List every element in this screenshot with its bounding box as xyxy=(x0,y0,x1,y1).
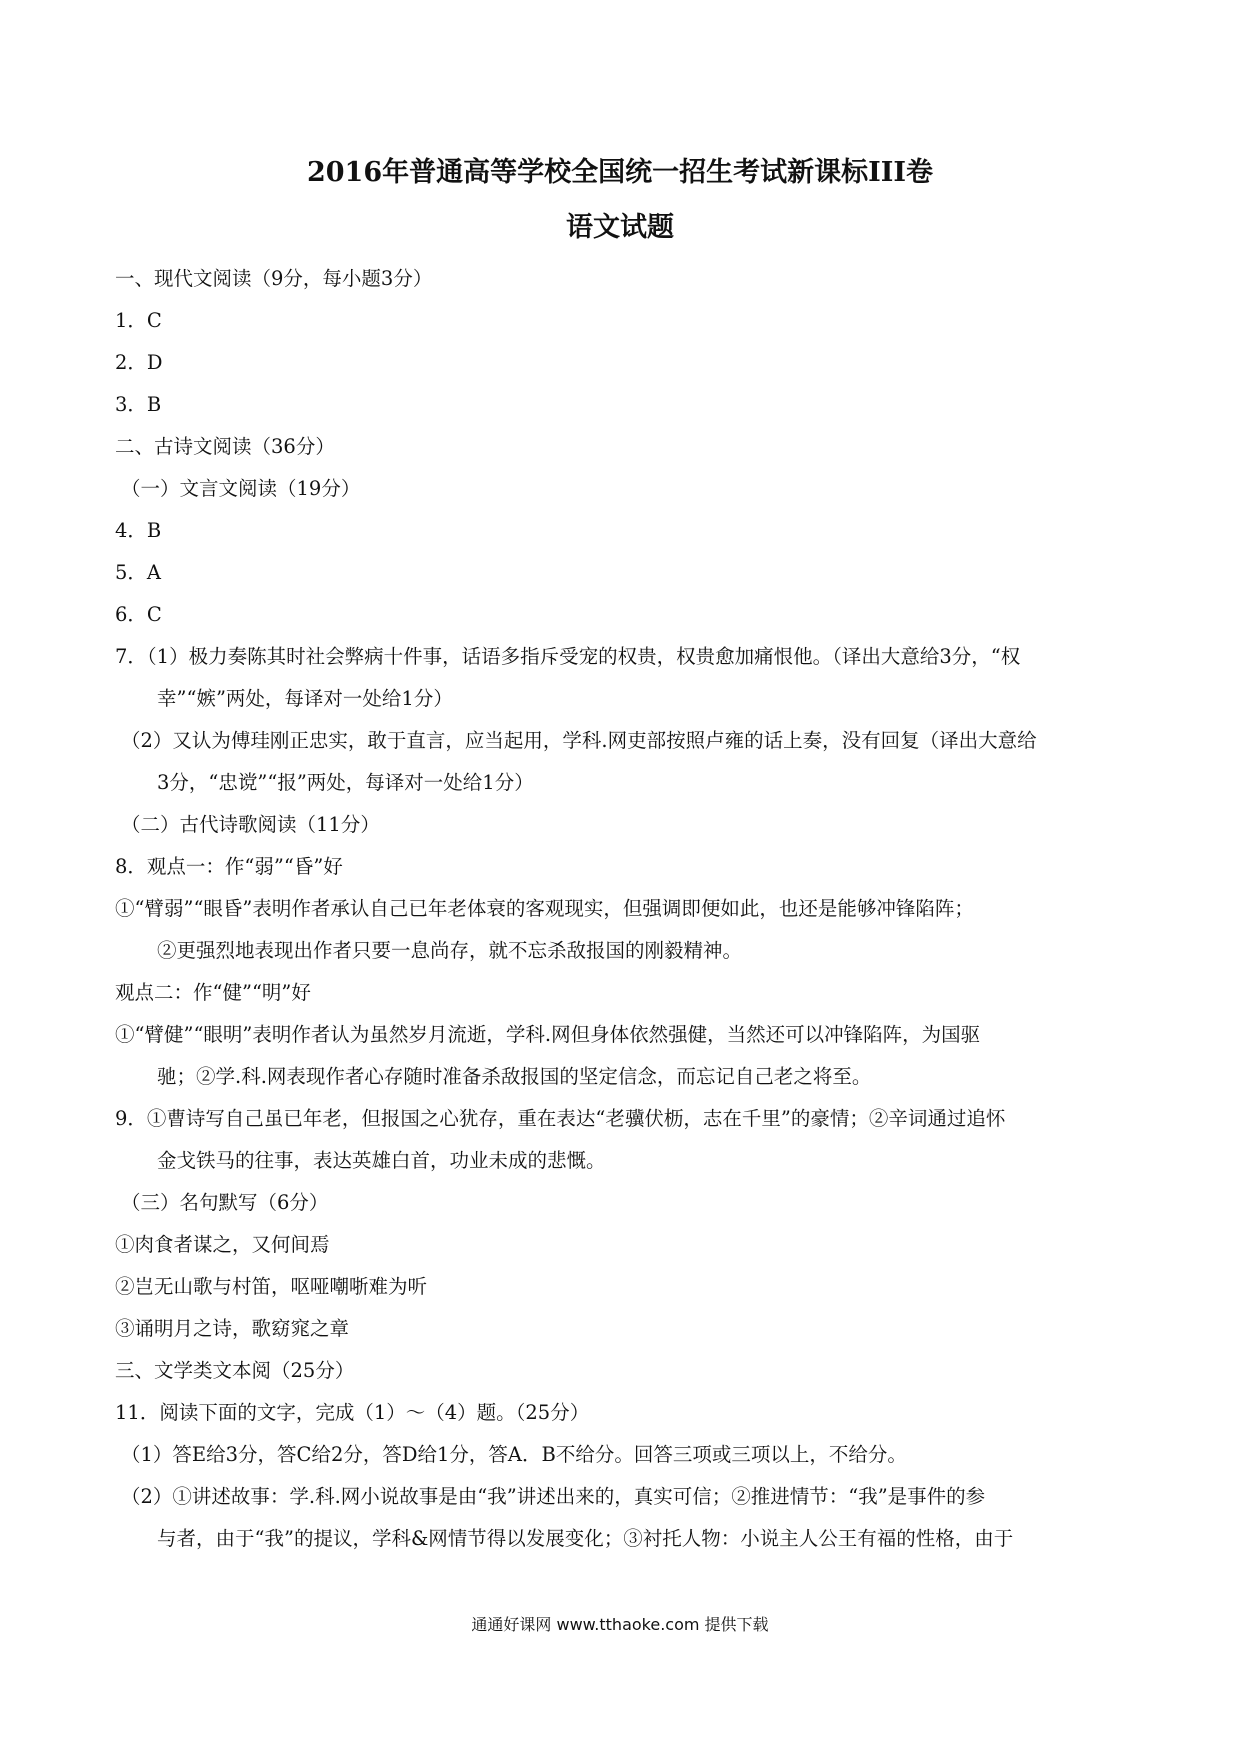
answer-line-continued: 与者，由于“我”的提议，学科&网情节得以发展变化；③衬托人物：小说主人公王有福的性格，由于 xyxy=(157,1527,1014,1550)
answer-line: ①肉食者谋之，又何间焉 xyxy=(115,1233,330,1256)
exam-title: 2016年普通高等学校全国统一招生考试新课标III卷 xyxy=(306,157,934,188)
answer-line: 8．观点一：作“弱”“昏”好 xyxy=(115,855,343,878)
section-heading: 三、文学类文本阅（25分） xyxy=(115,1359,355,1382)
answer-line-continued: 幸”“嫉”两处，每译对一处给1分） xyxy=(157,687,453,710)
answer-line: ①“臂健”“眼明”表明作者认为虽然岁月流逝，学科.网但身体依然强健，当然还可以冲锋陷阵，为国驱 xyxy=(115,1023,981,1046)
answer-line: 9．①曹诗写自己虽已年老，但报国之心犹存，重在表达“老骥伏枥，志在千里”的豪情；②辛词通过追怀 xyxy=(115,1107,1006,1130)
answer-line: 3．B xyxy=(115,393,162,416)
subsection-heading: （二）古代诗歌阅读（11分） xyxy=(121,813,380,836)
answer-line: 2．D xyxy=(115,351,163,374)
answer-line: 5．A xyxy=(115,561,161,584)
answer-line: ③诵明月之诗，歌窈窕之章 xyxy=(115,1317,350,1340)
exam-subtitle: 语文试题 xyxy=(566,212,674,243)
answer-line: ②岂无山歌与村笛，呕哑嘲哳难为听 xyxy=(115,1275,428,1298)
answer-line: 11．阅读下面的文字，完成（1）～（4）题。（25分） xyxy=(115,1401,590,1424)
answer-line-continued: 3分，“忠谠”“报”两处，每译对一处给1分） xyxy=(157,771,534,794)
answer-line: 4．B xyxy=(115,519,162,542)
answer-content xyxy=(115,258,1130,1560)
answer-line: 观点二：作“健”“明”好 xyxy=(115,981,311,1004)
answer-line-continued: 金戈铁马的往事，表达英雄白首，功业未成的悲慨。 xyxy=(157,1149,606,1172)
answer-line-continued: ②更强烈地表现出作者只要一息尚存，就不忘杀敌报国的刚毅精神。 xyxy=(157,939,743,962)
answer-line: ①“臂弱”“眼昏”表明作者承认自己已年老体衰的客观现实，但强调即便如此，也还是能够冲锋陷阵； xyxy=(115,897,974,920)
answer-line: 1．C xyxy=(115,309,162,332)
answer-line: （2）①讲述故事：学.科.网小说故事是由“我”讲述出来的，真实可信；②推进情节：“我”是事件的参 xyxy=(121,1485,986,1508)
answer-line: 6．C xyxy=(115,603,162,626)
section-heading: 一、现代文阅读（9分，每小题3分） xyxy=(115,267,433,290)
subsection-heading: （一）文言文阅读（19分） xyxy=(121,477,361,500)
answer-line: （1）答E给3分，答C给2分，答D给1分，答A．B不给分。回答三项或三项以上，不给分。 xyxy=(121,1443,907,1466)
answer-line-continued: 驰；②学.科.网表现作者心存随时准备杀敌报国的坚定信念，而忘记自己老之将至。 xyxy=(157,1065,872,1088)
page-footer: 通通好课网 www.tthaoke.com 提供下载 xyxy=(471,1615,769,1634)
answer-line: 7．（1）极力奏陈其时社会弊病十件事，话语多指斥受宠的权贵，权贵愈加痛恨他。（译出大意给3分，“权 xyxy=(115,645,1021,668)
subsection-heading: （三）名句默写（6分） xyxy=(121,1191,329,1214)
answer-line: （2）又认为傅珪刚正忠实，敢于直言，应当起用，学科.网吏部按照卢雍的话上奏，没有回复（译出大意给 xyxy=(121,729,1037,752)
section-heading: 二、古诗文阅读（36分） xyxy=(115,435,335,458)
